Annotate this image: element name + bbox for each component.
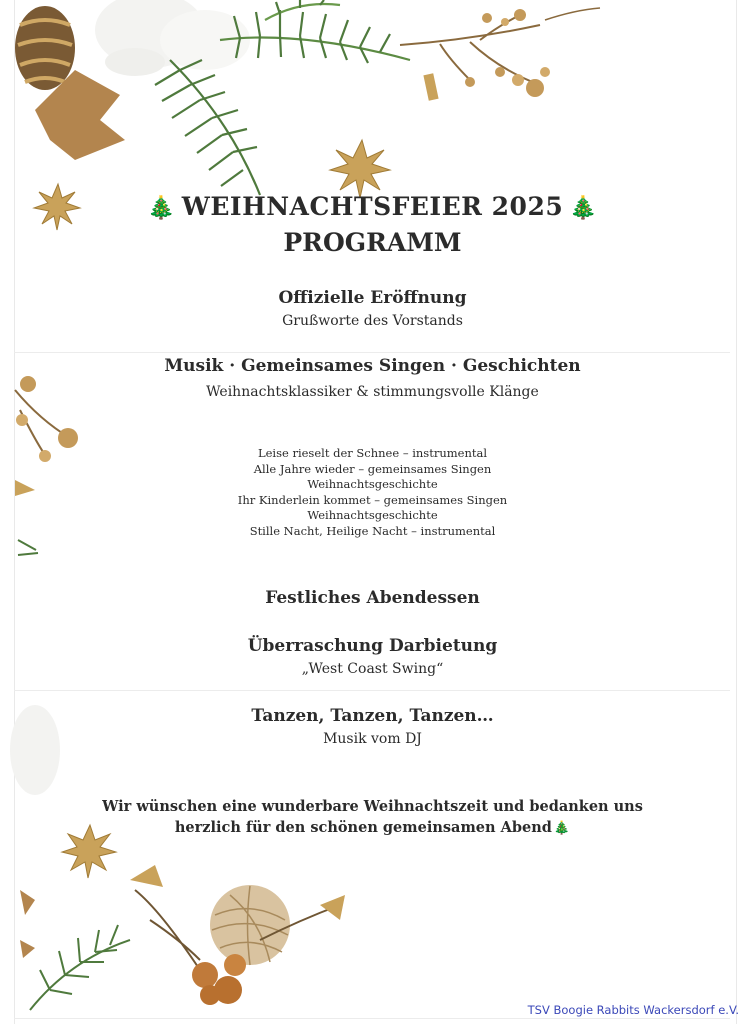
- section-subtitle-surprise: „West Coast Swing“: [301, 661, 444, 677]
- page-subtitle: PROGRAMM: [283, 228, 462, 257]
- page-title: [0, 192, 745, 221]
- section-title-opening: Offizielle Eröffnung: [278, 288, 467, 308]
- christmas-tree-icon: 🎄: [147, 195, 176, 221]
- divider-line: [14, 352, 730, 353]
- list-item: Alle Jahre wieder – gemeinsames Singen: [253, 461, 492, 476]
- list-item: Ihr Kinderlein kommet – gemeinsames Singen: [237, 492, 508, 507]
- section-title-dance: Tanzen, Tanzen, Tanzen…: [251, 706, 494, 726]
- closing-line: [0, 817, 745, 839]
- section-title-music: Musik · Gemeinsames Singen · Geschichten: [164, 356, 581, 376]
- section-subtitle-dance: Musik vom DJ: [323, 731, 422, 747]
- closing-line-text: herzlich für den schönen gemeinsamen Abend: [174, 819, 552, 836]
- section-title-dinner: Festliches Abendessen: [265, 588, 480, 608]
- pine-branch-icon: [30, 925, 130, 1010]
- program-list: [0, 446, 745, 540]
- white-flower-icon: [95, 0, 250, 76]
- closing-line: Wir wünschen eine wunderbare Weihnachtszeit und bedanken uns: [102, 798, 643, 815]
- list-item: Stille Nacht, Heilige Nacht – instrumental: [249, 523, 496, 538]
- list-item: Leise rieselt der Schnee – instrumental: [257, 446, 488, 460]
- gold-berries-icon: [400, 8, 600, 101]
- section-title-surprise: Überraschung Darbietung: [247, 636, 498, 656]
- gold-berries-icon: [20, 865, 345, 1005]
- closing-message: [0, 796, 745, 839]
- gold-star-icon: [330, 140, 390, 198]
- christmas-tree-icon: 🎄: [553, 821, 571, 836]
- list-item: Weihnachtsgeschichte: [307, 477, 438, 492]
- list-item: Weihnachtsgeschichte: [307, 508, 438, 523]
- title-text: WEIHNACHTSFEIER 2025: [181, 192, 564, 221]
- section-subtitle-opening: Grußworte des Vorstands: [282, 313, 463, 329]
- footer-organization: TSV Boogie Rabbits Wackersdorf e.V.: [527, 1003, 739, 1017]
- pine-cone-icon: [15, 6, 75, 90]
- christmas-tree-icon: 🎄: [569, 195, 598, 221]
- twine-ball-icon: [210, 885, 290, 965]
- pine-branch-icon: [18, 540, 38, 555]
- section-subtitle-music: Weihnachtsklassiker & stimmungsvolle Klänge: [206, 384, 539, 400]
